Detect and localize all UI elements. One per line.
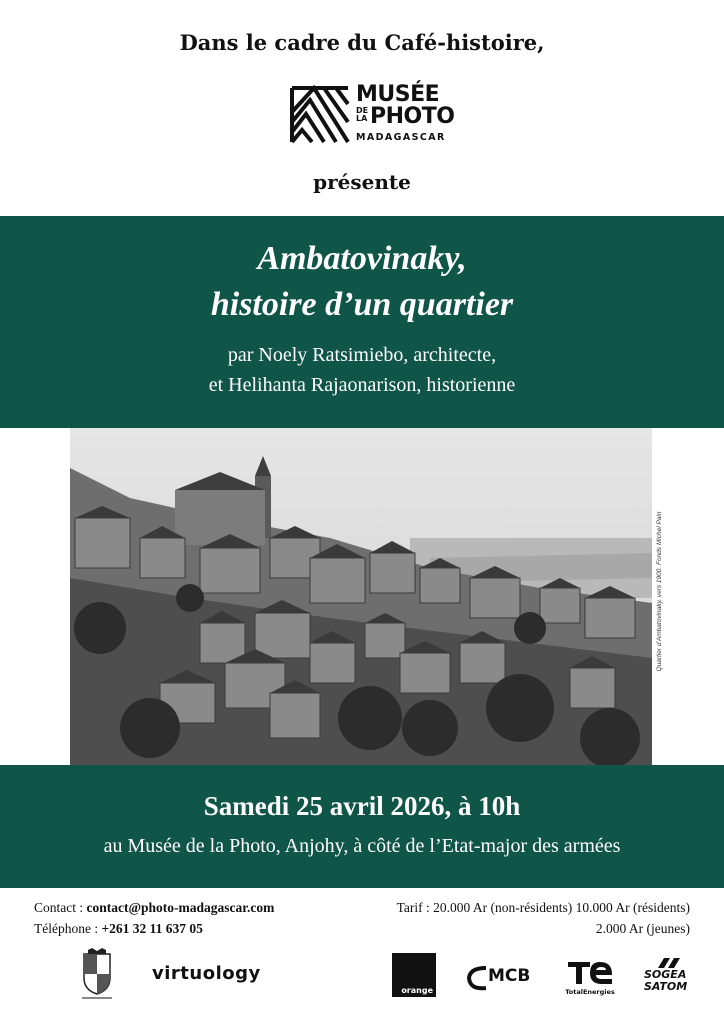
phone-label: Téléphone :: [34, 921, 99, 936]
tarif-line1: Tarif : 20.000 Ar (non-résidents) 10.000 Ar (résidents): [396, 900, 690, 915]
schedule-band: [0, 765, 724, 888]
event-date: Samedi 25 avril 2026, à 10h: [203, 791, 521, 821]
historic-photo-image: [70, 428, 652, 765]
musee-photo-logo: [290, 82, 455, 146]
logo-madagascar: MADAGASCAR: [356, 132, 446, 143]
speakers-line1: par Noely Ratsimiebo, architecte,: [227, 344, 497, 366]
contact-label: Contact :: [34, 900, 84, 915]
event-title-line2: histoire d’un quartier: [210, 286, 514, 323]
photo-caption: [652, 428, 666, 765]
totalenergies-logo-text: TotalEnergies: [565, 988, 615, 996]
sogea-text: SOGEA: [644, 968, 687, 981]
title-band: [0, 216, 724, 428]
tarif-block: [397, 897, 690, 939]
virtuology-logo: virtuology: [152, 963, 261, 984]
contact-line: [34, 897, 274, 918]
presents-text: présente: [313, 170, 411, 194]
event-location: au Musée de la Photo, Anjohy, à côté de l’Etat-major des armées: [103, 835, 621, 857]
satom-text: SATOM: [644, 980, 688, 993]
logo-musee: MUSÉE: [356, 82, 440, 107]
sogea-satom-logo: [640, 955, 696, 995]
totalenergies-mark-icon: [560, 956, 620, 988]
orange-logo-text: orange: [401, 986, 433, 995]
phone-number[interactable]: +261 32 11 637 05: [101, 921, 203, 936]
intro-text: Dans le cadre du Café-histoire,: [179, 30, 545, 55]
contact-block: [34, 897, 274, 939]
musee-logo-text: [356, 82, 455, 146]
commune-crest-icon: [78, 948, 116, 1002]
speakers-line2: et Helihanta Rajaonarison, historienne: [208, 374, 516, 396]
mcb-logo: [466, 962, 538, 994]
tarif-line2: 2.000 Ar (jeunes): [595, 921, 690, 936]
logo-la: LA: [356, 114, 368, 123]
mcb-swirl-icon: [466, 962, 488, 994]
totalenergies-logo: [560, 956, 620, 1000]
event-title-line1: Ambatovinaky,: [257, 240, 467, 277]
mcb-logo-text: MCB: [488, 966, 531, 986]
phone-line: [34, 918, 274, 939]
photo-caption-text: Quartier d’Ambatovinaky, vers 1900. Fonds Michel Pain: [656, 511, 663, 672]
historic-photo: [70, 428, 652, 765]
orange-logo: [392, 953, 436, 997]
logo-photo: PHOTO: [370, 104, 455, 129]
logo-de: DE: [356, 106, 369, 115]
musee-logo-mark-icon: [290, 84, 352, 146]
contact-email[interactable]: contact@photo-madagascar.com: [86, 900, 275, 915]
